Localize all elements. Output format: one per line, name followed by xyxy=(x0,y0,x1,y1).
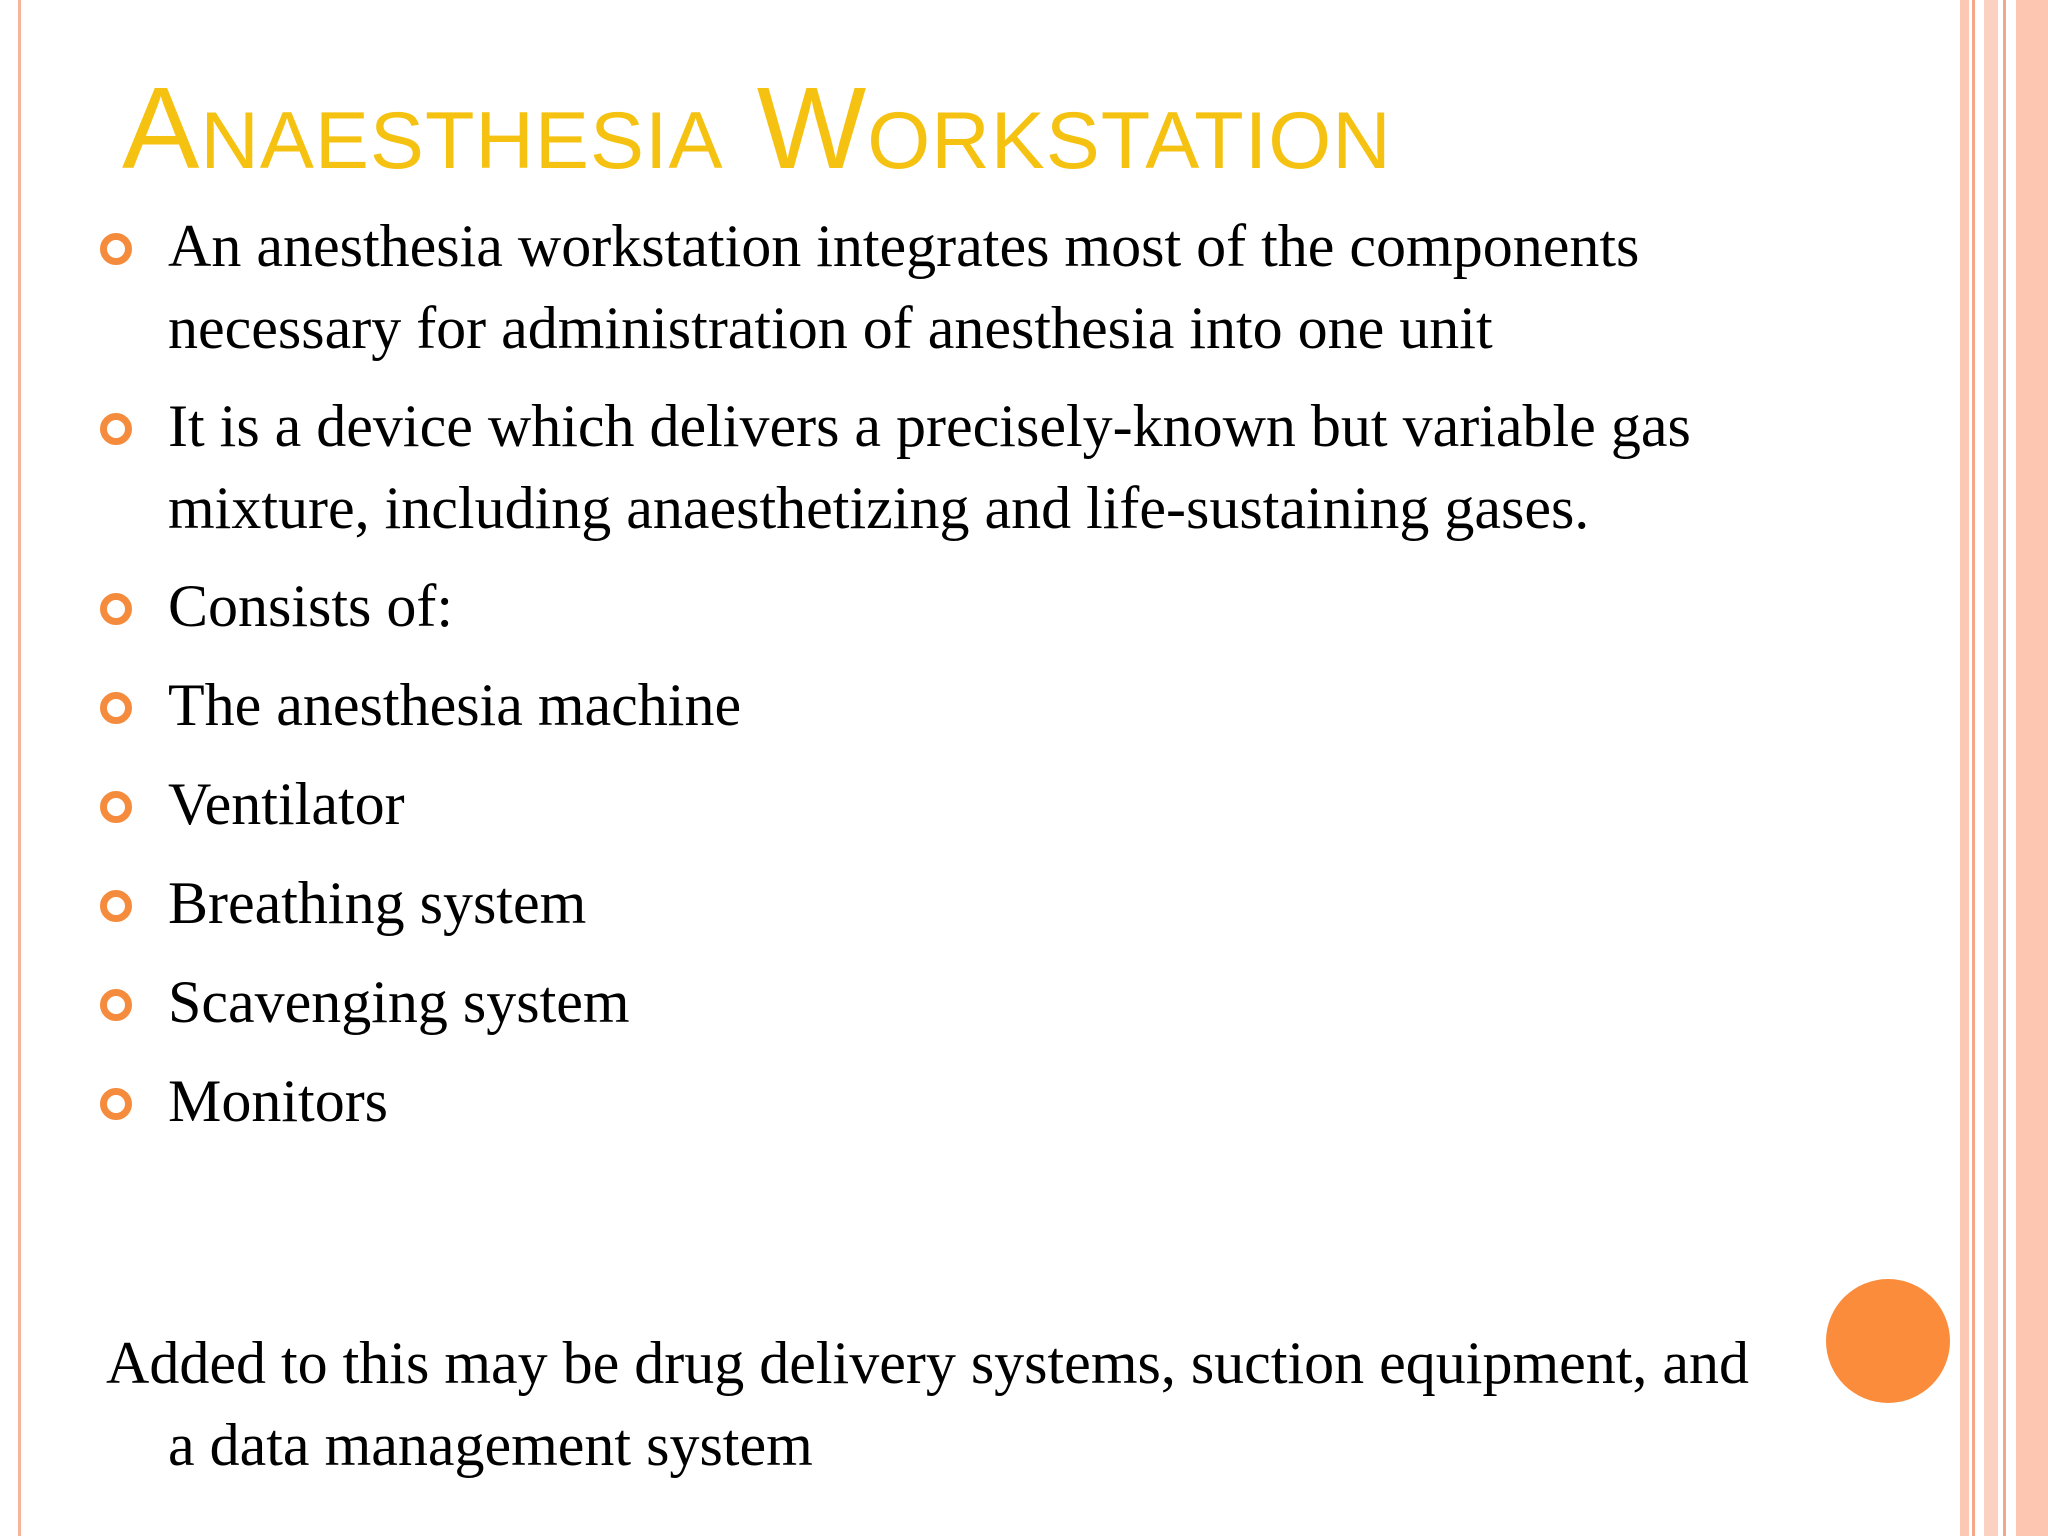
right-decorative-stripes xyxy=(1960,0,2048,1536)
list-item xyxy=(100,664,1720,746)
bullet-text: Scavenging system xyxy=(168,969,630,1035)
ring-bullet-icon xyxy=(100,791,132,823)
ring-bullet-icon xyxy=(100,593,132,625)
bullet-text: An anesthesia workstation integrates most of the components necessary for administration of anesthesia into one unit xyxy=(168,213,1640,361)
left-border-line xyxy=(18,0,21,1536)
stripe xyxy=(2016,0,2048,1536)
bullet-text: Consists of: xyxy=(168,573,454,639)
list-item xyxy=(100,763,1720,845)
stripe xyxy=(1984,0,1998,1536)
ring-bullet-icon xyxy=(100,890,132,922)
list-item xyxy=(100,205,1720,369)
list-item xyxy=(100,862,1720,944)
bullet-text: It is a device which delivers a precisely-known but variable gas mixture, including anaesthetizing and life-sustaining gases. xyxy=(168,393,1691,541)
ring-bullet-icon xyxy=(100,413,132,445)
bullet-text: Monitors xyxy=(168,1068,389,1134)
stripe xyxy=(2003,0,2006,1536)
bullet-text: Ventilator xyxy=(168,771,405,837)
closing-note: Added to this may be drug delivery systems, suction equipment, and a data management system xyxy=(106,1330,1750,1478)
list-item xyxy=(100,1060,1720,1142)
stripe xyxy=(1960,0,1969,1536)
slide-title: Anaesthesia Workstation xyxy=(122,63,1392,193)
ring-bullet-icon xyxy=(100,1088,132,1120)
stripe xyxy=(1972,0,1975,1536)
bullet-text: Breathing system xyxy=(168,870,587,936)
decorative-circle xyxy=(1826,1279,1950,1403)
ring-bullet-icon xyxy=(100,692,132,724)
list-item xyxy=(100,961,1720,1043)
ring-bullet-icon xyxy=(100,989,132,1021)
ring-bullet-icon xyxy=(100,233,132,265)
bullet-text: The anesthesia machine xyxy=(168,672,742,738)
list-item xyxy=(100,385,1720,549)
bullet-list xyxy=(100,205,1720,1159)
list-item xyxy=(100,565,1720,647)
